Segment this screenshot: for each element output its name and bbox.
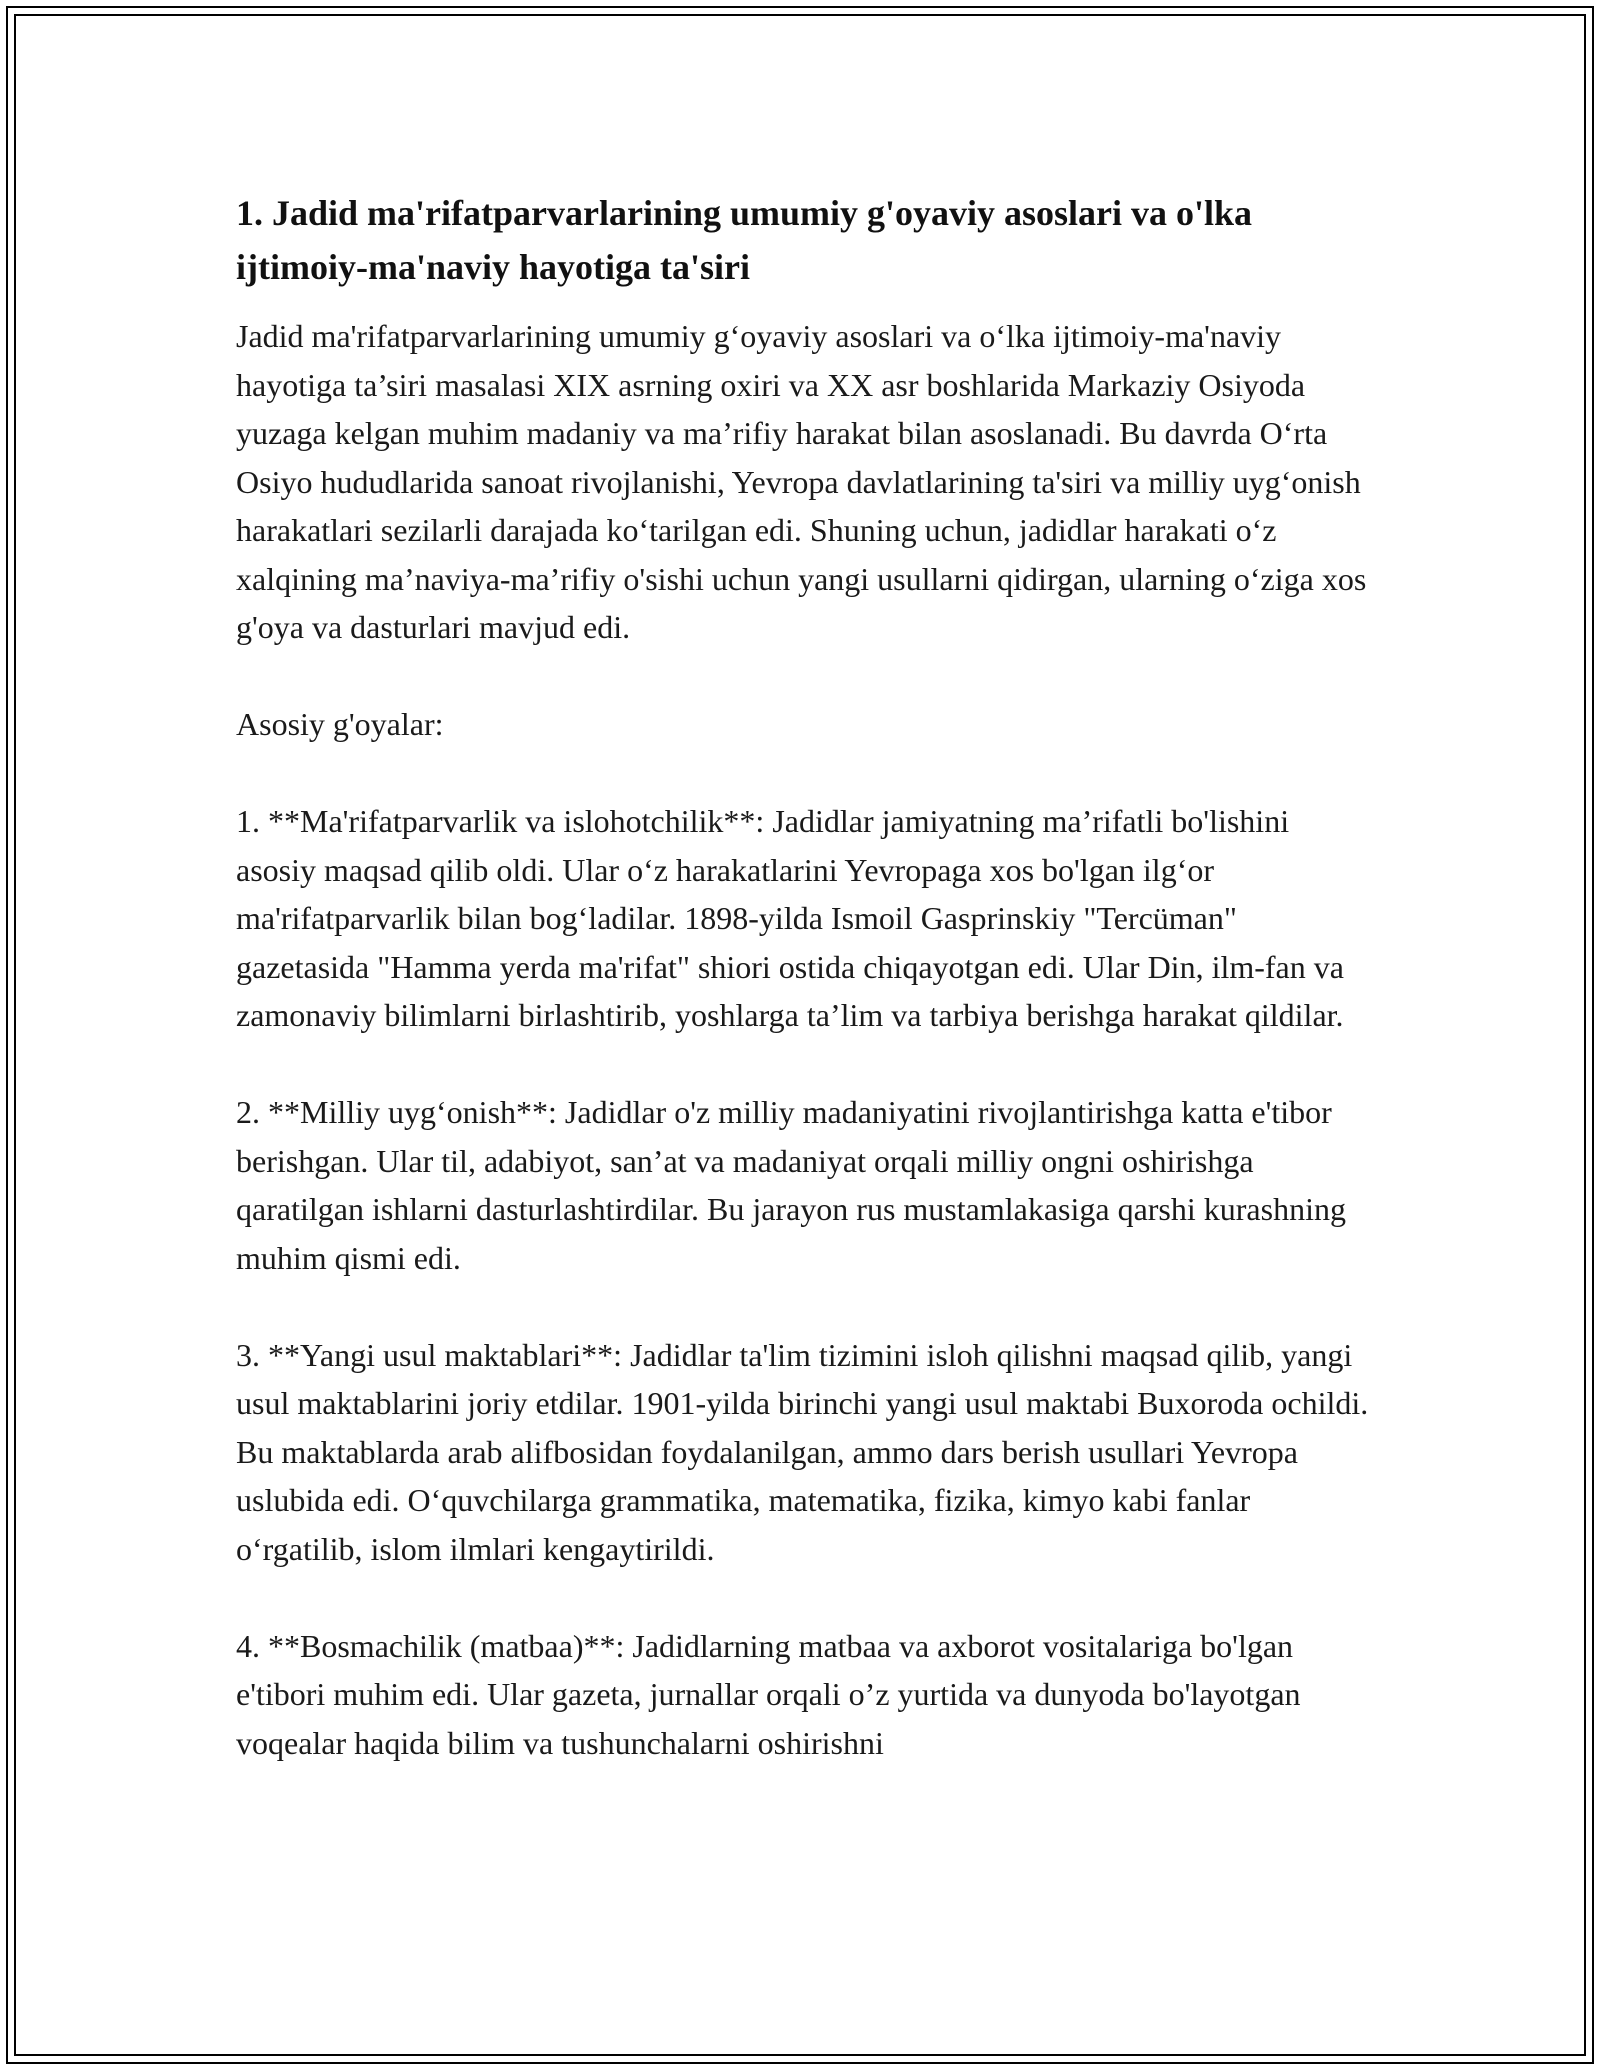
document-body	[236, 186, 1376, 1767]
paragraph-main-ideas-heading: Asosiy g'oyalar:	[236, 706, 444, 742]
paragraph-idea-4: 4. **Bosmachilik (matbaa)**: Jadidlarning matbaa va axborot vositalariga bo'lgan e'tibori muhim edi. Ular gazeta, jurnallar orqali o’z yurtida va dunyoda bo'layotgan voqealar haqida bilim va tushunchalarni oshirishni	[236, 1627, 1301, 1761]
paragraph-idea-2: 2. **Milliy uyg‘onish**: Jadidlar o'z milliy madaniyatini rivojlantirishga katta e'tibor berishgan. Ular til, adabiyot, san’at va madaniyat orqali milliy ongni oshirishga qaratilgan ishlarni dasturlashtirdilar. Bu jarayon rus mustamlakasiga qarshi kurashning muhim qismi edi.	[236, 1094, 1346, 1276]
paragraph-intro: Jadid ma'rifatparvarlarining umumiy g‘oyaviy asoslari va o‘lka ijtimoiy-ma'naviy hayotiga ta’siri masalasi XIX asrning oxiri va XX asr boshlarida Markaziy Osiyoda yuzaga kelgan muhim madaniy va ma’rifiy harakat bilan asoslanadi. Bu davrda O‘rta Osiyo hududlarida sanoat rivojlanishi, Yevropa davlatlarining ta'siri va milliy uyg‘onish harakatlari sezilarli darajada ko‘tarilgan edi. Shuning uchun, jadidlar harakati o‘z xalqining ma’naviya-ma’rifiy o'sishi uchun yangi usullarni qidirgan, ularning o‘ziga xos g'oya va dasturlari mavjud edi.	[236, 318, 1367, 645]
paragraph-idea-1: 1. **Ma'rifatparvarlik va islohotchilik**: Jadidlar jamiyatning ma’rifatli bo'lishini asosiy maqsad qilib oldi. Ular o‘z harakatlarini Yevropaga xos bo'lgan ilg‘or ma'rifatparvarlik bilan bog‘ladilar. 1898-yilda Ismoil Gasprinskiy "Tercüman" gazetasida "Hamma yerda ma'rifat" shiori ostida chiqayotgan edi. Ular Din, ilm-fan va zamonaviy bilimlarni birlashtirib, yoshlarga ta’lim va tarbiya berishga harakat qildilar.	[236, 803, 1344, 1033]
paragraph-idea-3: 3. **Yangi usul maktablari**: Jadidlar ta'lim tizimini isloh qilishni maqsad qilib, yangi usul maktablarini joriy etdilar. 1901-yilda birinchi yangi usul maktabi Buxoroda ochildi. Bu maktablarda arab alifbosidan foydalanilgan, ammo dars berish usullari Yevropa uslubida edi. O‘quvchilarga grammatika, matematika, fizika, kimyo kabi fanlar o‘rgatilib, islom ilmlari kengaytirildi.	[236, 1336, 1369, 1567]
document-title: 1. Jadid ma'rifatparvarlarining umumiy g'oyaviy asoslari va o'lka ijtimoiy-ma'naviy hayotiga ta'siri	[236, 193, 1253, 287]
